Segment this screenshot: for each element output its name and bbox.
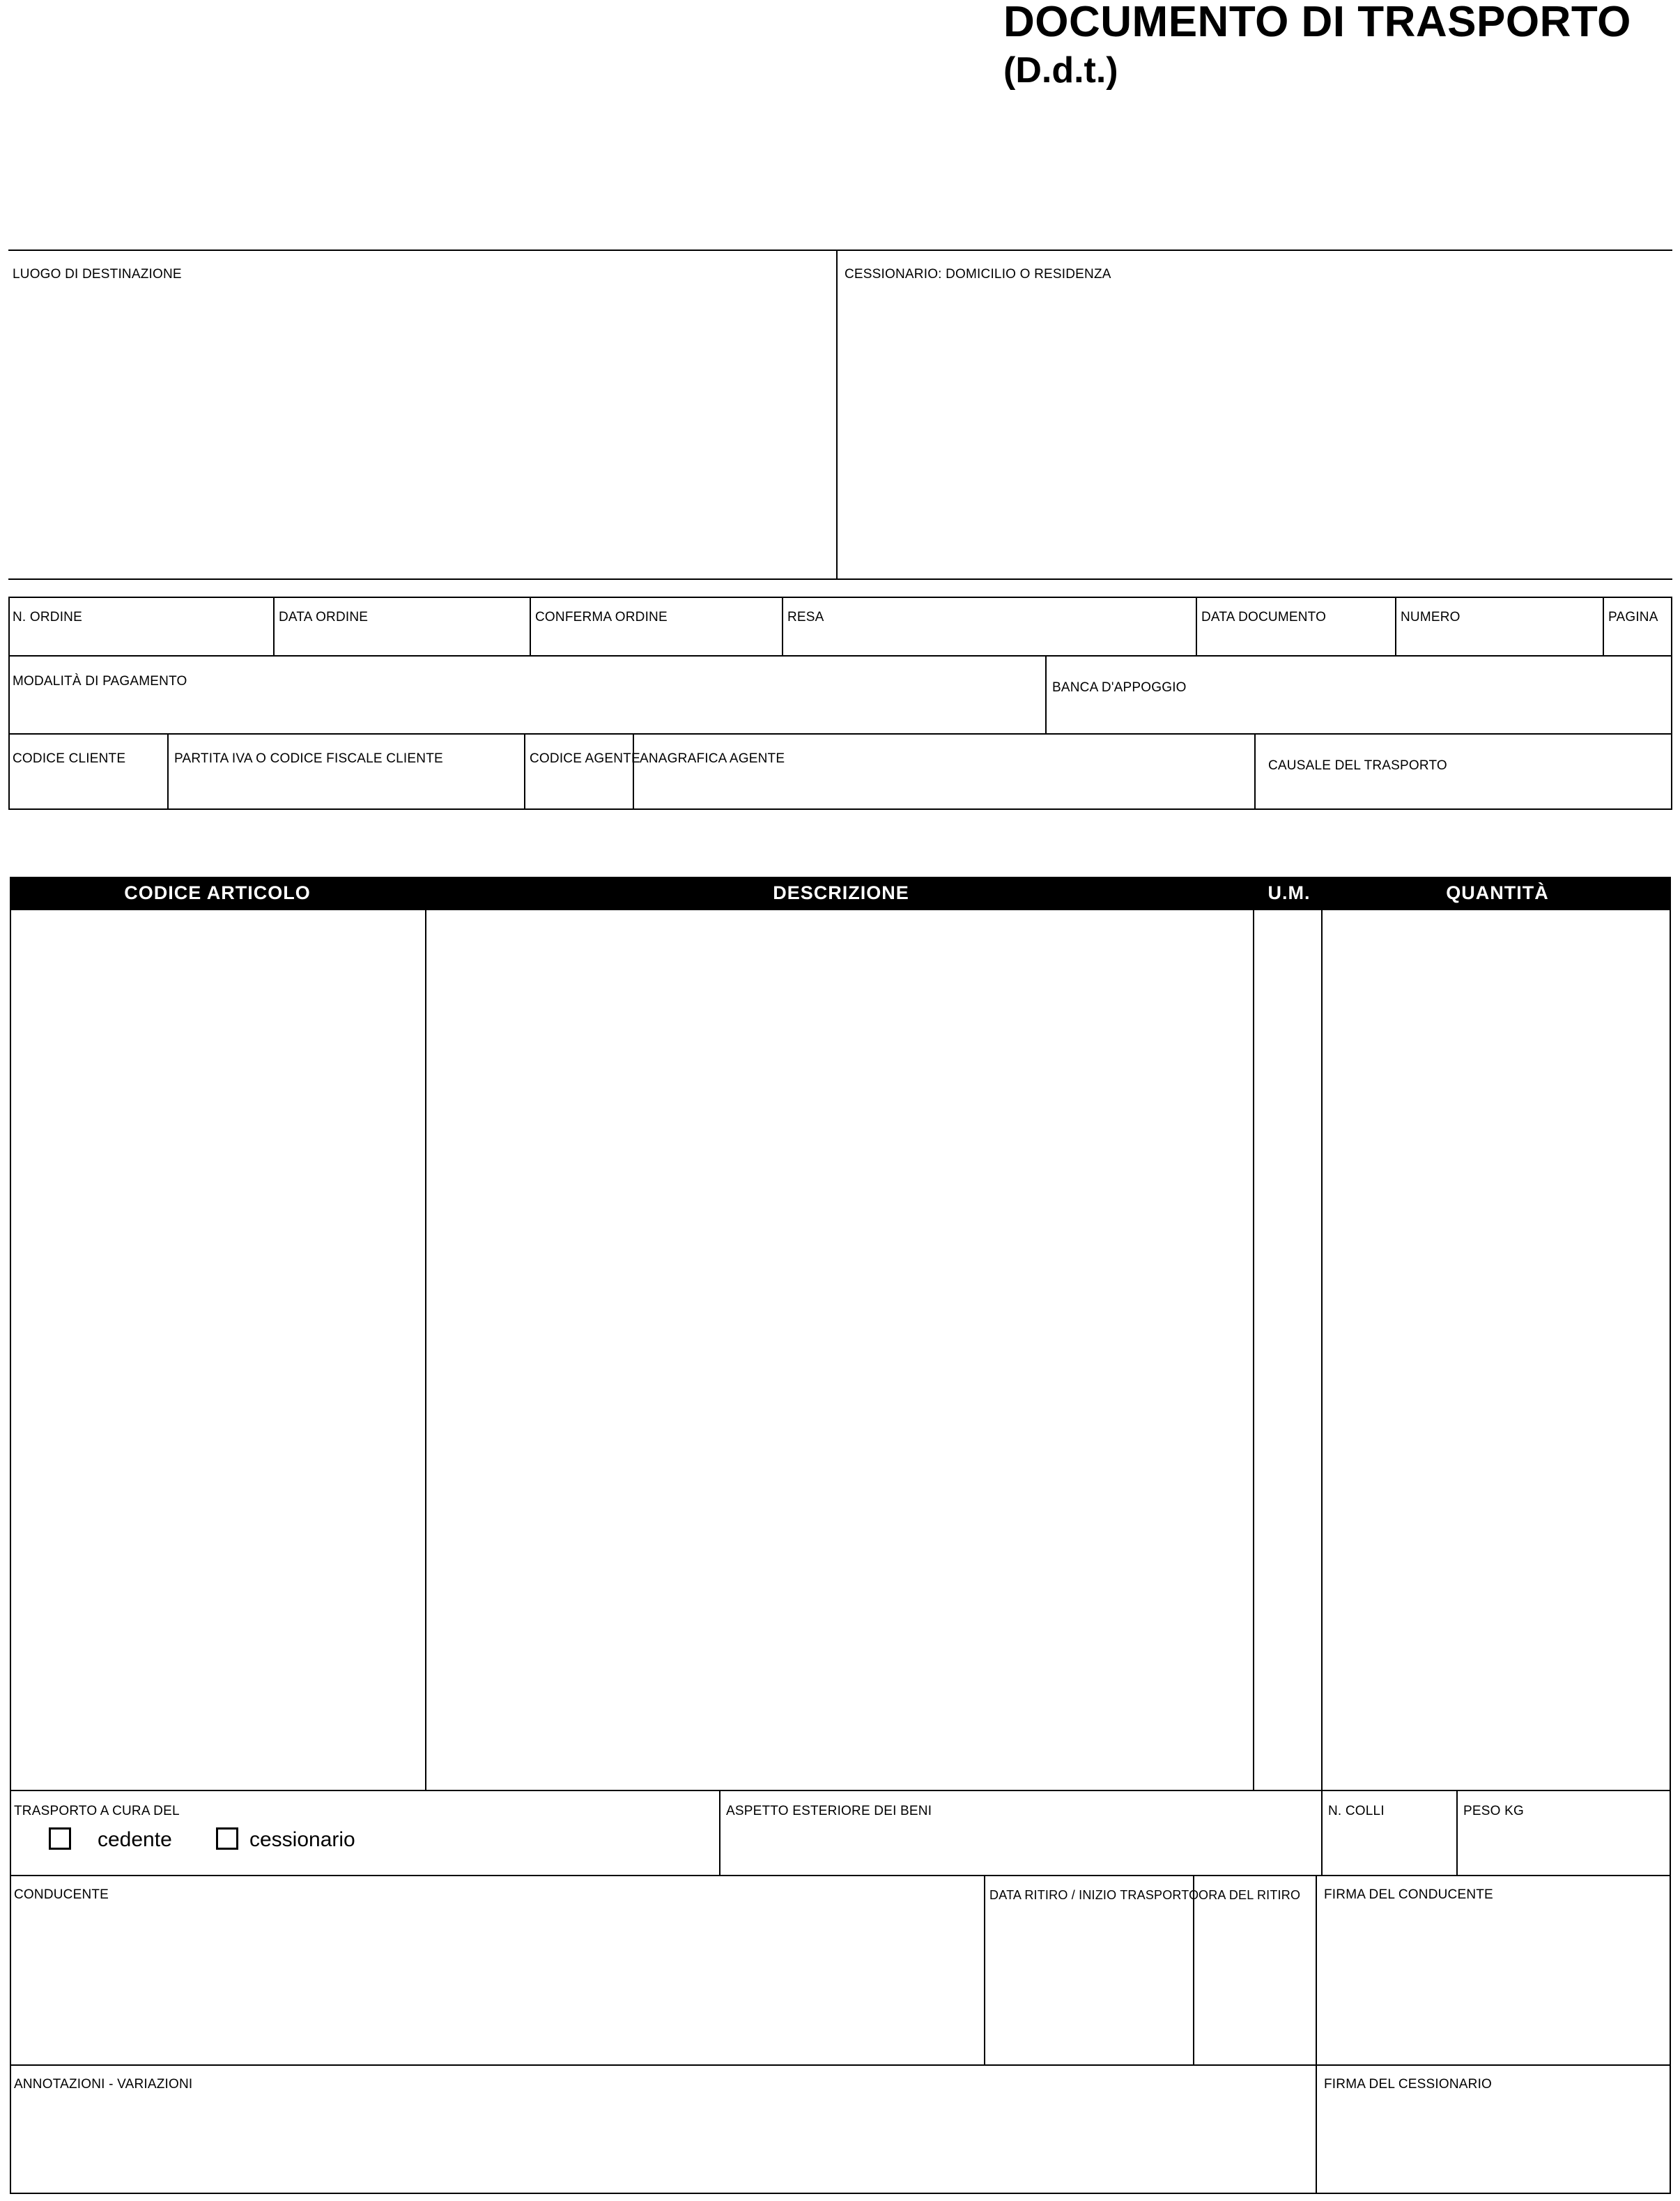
driver-div-3 [1316,1875,1317,2066]
checkbox-cessionario[interactable] [216,1827,238,1850]
order-div-4 [1196,597,1197,657]
payment-row-left-edge [8,655,10,735]
order-div-1 [273,597,275,657]
articles-table-left-edge [10,877,11,1790]
checkbox-cessionario-label[interactable]: cessionario [249,1828,355,1851]
data-documento-label: DATA DOCUMENTO [1201,610,1327,624]
transport-row-right-edge [1670,1790,1671,1876]
client-div-4 [1254,733,1256,810]
client-div-1 [167,733,169,810]
client-row-left-edge [8,733,10,810]
ora-ritiro-label: ORA DEL RITIRO [1199,1888,1301,1902]
driver-row-bottom-rule [10,2064,1671,2066]
client-div-2 [524,733,525,810]
modalita-pagamento-label: MODALITÀ DI PAGAMENTO [13,674,187,689]
transport-div-3 [1456,1790,1458,1876]
conducente-label: CONDUCENTE [14,1887,109,1902]
n-ordine-label: N. ORDINE [13,610,82,624]
articles-col-div-2 [1253,910,1254,1790]
transport-div-2 [1321,1790,1323,1876]
resa-label: RESA [787,610,824,624]
firma-cessionario-label: FIRMA DEL CESSIONARIO [1324,2077,1493,2092]
order-row-right-edge [1671,597,1672,657]
pagina-label: PAGINA [1608,610,1658,624]
data-ordine-label: DATA ORDINE [279,610,369,624]
firma-conducente-label: FIRMA DEL CONDUCENTE [1324,1887,1493,1902]
conferma-ordine-label: CONFERMA ORDINE [535,610,668,624]
client-row-bottom-rule [8,808,1672,810]
data-ritiro-label: DATA RITIRO / INIZIO TRASPORTO [989,1888,1199,1902]
notes-row-left-edge [10,2064,11,2194]
column-header-um: U.M. [1267,882,1311,903]
order-div-5 [1395,597,1396,657]
transport-row-bottom-rule [10,1875,1671,1876]
order-div-6 [1603,597,1604,657]
order-row-top-rule [8,597,1672,598]
driver-div-2 [1193,1875,1194,2066]
checkbox-cedente-label[interactable]: cedente [98,1828,172,1851]
title-secondary: (D.d.t.) [1003,50,1118,91]
payment-row-bottom-rule [8,733,1672,735]
address-block-top-rule [8,250,1672,251]
anagrafica-agente-label: ANAGRAFICA AGENTE [640,751,785,766]
column-header-quantita: QUANTITÀ [1446,882,1549,903]
checkbox-cedente[interactable] [49,1827,71,1850]
numero-label: NUMERO [1401,610,1461,624]
banca-appoggio-label: BANCA D'APPOGGIO [1052,680,1187,695]
document-title [1003,0,1658,92]
peso-kg-label: PESO KG [1463,1804,1524,1818]
n-colli-label: N. COLLI [1328,1804,1385,1818]
annotazioni-label: ANNOTAZIONI - VARIAZIONI [14,2077,193,2092]
articles-table-right-edge [1670,877,1671,1790]
destination-label: LUOGO DI DESTINAZIONE [13,267,182,282]
payment-div-1 [1045,655,1047,735]
notes-row-bottom-rule [10,2193,1671,2194]
codice-agente-label: CODICE AGENTE [530,751,640,766]
aspetto-beni-label: ASPETTO ESTERIORE DEI BENI [726,1804,932,1818]
codice-cliente-label: CODICE CLIENTE [13,751,126,766]
driver-div-1 [984,1875,985,2066]
order-row-left-edge [8,597,10,657]
column-header-codice-articolo: CODICE ARTICOLO [124,882,311,903]
notes-row-right-edge [1670,2064,1671,2194]
transport-div-1 [719,1790,720,1876]
notes-div-1 [1316,2064,1317,2194]
trasporto-a-cura-label: TRASPORTO A CURA DEL [14,1804,180,1818]
order-div-2 [530,597,531,657]
articles-col-div-3 [1321,910,1323,1790]
transport-row-left-edge [10,1790,11,1876]
column-header-descrizione: DESCRIZIONE [773,882,909,903]
causale-trasporto-label: CAUSALE DEL TRASPORTO [1268,758,1447,773]
cessionario-address-label: CESSIONARIO: DOMICILIO O RESIDENZA [845,267,1111,282]
driver-row-right-edge [1670,1875,1671,2066]
client-row-right-edge [1671,733,1672,810]
payment-row-right-edge [1671,655,1672,735]
driver-row-left-edge [10,1875,11,2066]
transport-row-top-rule [10,1790,1671,1791]
articles-col-div-1 [425,910,426,1790]
client-div-3 [633,733,634,810]
partita-iva-label: PARTITA IVA O CODICE FISCALE CLIENTE [174,751,443,766]
address-block-bottom-rule [8,578,1672,580]
address-block-divider [836,250,838,580]
title-primary: DOCUMENTO DI TRASPORTO [1003,0,1631,46]
order-div-3 [782,597,783,657]
order-row-bottom-rule [8,655,1672,657]
